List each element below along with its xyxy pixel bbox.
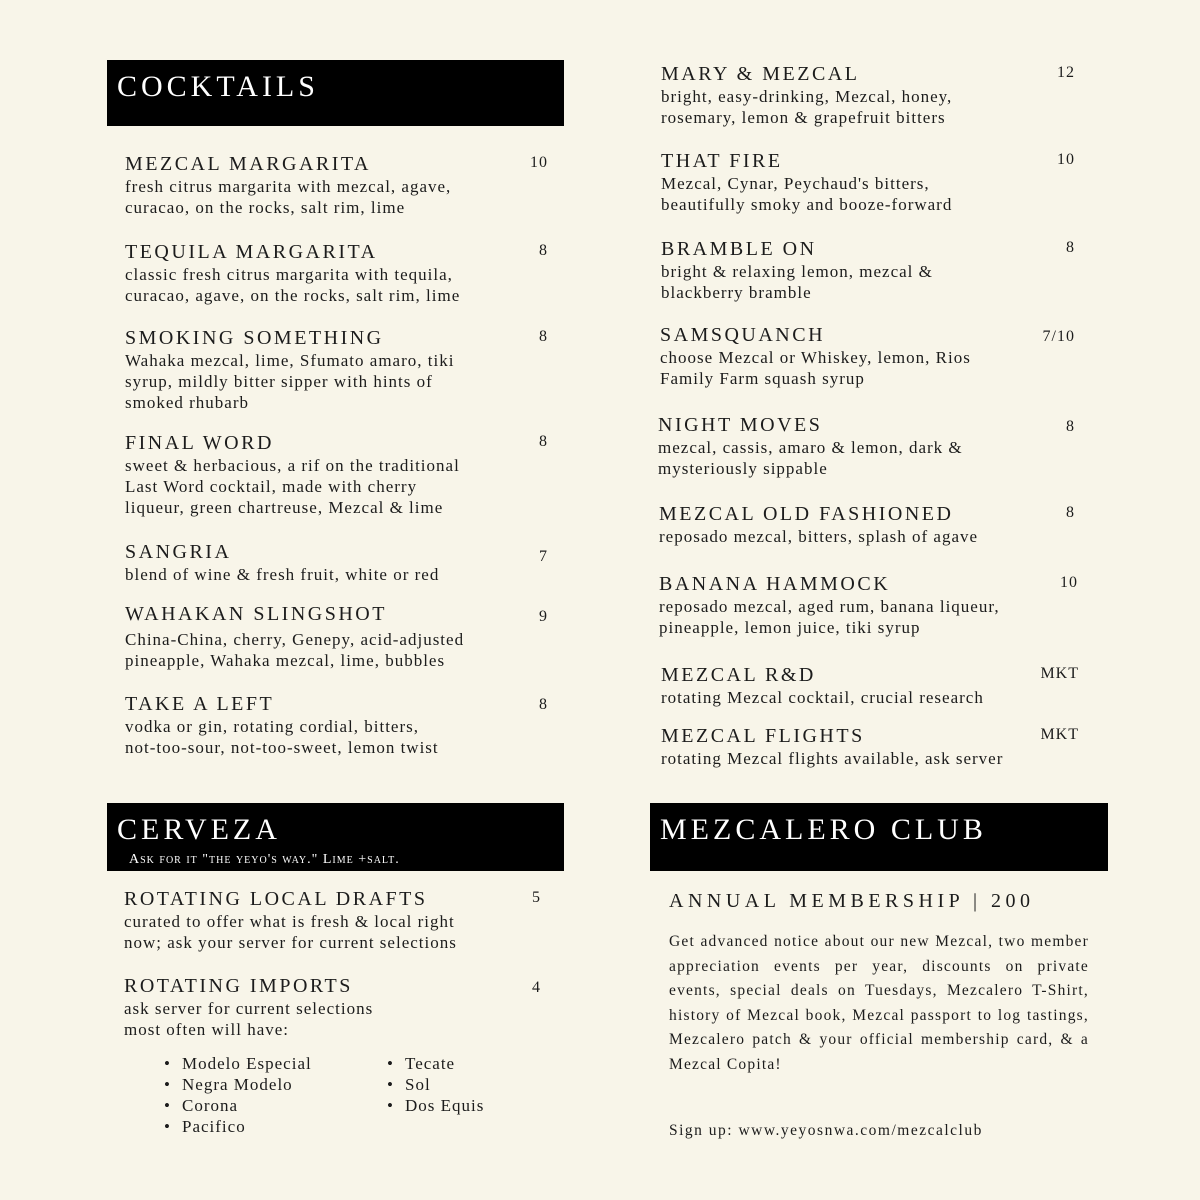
item-name: MARY & MEZCAL — [661, 63, 860, 85]
item-name: NIGHT MOVES — [658, 414, 823, 436]
item-price: 10 — [1057, 151, 1075, 168]
menu-item — [661, 724, 1079, 769]
item-desc: ask server for current selections — [124, 999, 374, 1018]
item-name: ROTATING IMPORTS — [124, 975, 353, 997]
item-desc: reposado mezcal, aged rum, banana liqueur, — [659, 597, 1000, 616]
list-item: • Tecate — [385, 1053, 484, 1074]
item-name: SANGRIA — [125, 541, 232, 563]
item-price: 12 — [1057, 64, 1075, 81]
club-header — [650, 803, 1108, 871]
item-desc: mezcal, cassis, amaro & lemon, dark & — [658, 438, 963, 457]
item-desc: bright, easy-drinking, Mezcal, honey, — [661, 87, 953, 106]
item-desc: Last Word cocktail, made with cherry — [125, 477, 418, 496]
item-desc: rotating Mezcal flights available, ask server — [661, 749, 1004, 768]
cerveza-subtitle: Ask for it "the yeyo's way." Lime +salt. — [129, 852, 400, 867]
item-desc: bright & relaxing lemon, mezcal & — [661, 262, 933, 281]
menu-item — [659, 572, 1078, 638]
menu-item — [661, 237, 1075, 303]
item-name: BANANA HAMMOCK — [659, 573, 891, 595]
item-desc: China-China, cherry, Genepy, acid-adjusted — [125, 630, 465, 649]
item-desc: curated to offer what is fresh & local right — [124, 912, 455, 931]
item-desc: blend of wine & fresh fruit, white or red — [125, 565, 440, 584]
menu-item — [125, 602, 548, 671]
item-desc: most often will have: — [124, 1020, 290, 1039]
item-price: MKT — [1040, 665, 1079, 682]
item-desc: Family Farm squash syrup — [660, 369, 865, 388]
item-name: MEZCAL R&D — [661, 664, 816, 686]
item-name: MEZCAL OLD FASHIONED — [659, 503, 954, 525]
item-desc: curacao, agave, on the rocks, salt rim, lime — [125, 286, 461, 305]
cocktails-header — [107, 60, 564, 126]
item-desc: beautifully smoky and booze-forward — [661, 195, 953, 214]
menu-item — [124, 887, 541, 953]
item-name: FINAL WORD — [125, 432, 274, 454]
menu-item — [125, 692, 548, 758]
item-price: 8 — [1066, 418, 1075, 435]
menu-item — [125, 326, 548, 413]
menu-item — [658, 413, 1075, 479]
imports-list-2 — [385, 1053, 484, 1116]
list-item: • Pacifico — [162, 1116, 312, 1137]
item-price: 8 — [539, 328, 548, 345]
menu-item — [124, 974, 541, 1040]
item-desc: vodka or gin, rotating cordial, bitters, — [125, 717, 419, 736]
club-title: MEZCALERO CLUB — [660, 813, 987, 846]
item-name: SAMSQUANCH — [660, 324, 826, 346]
item-desc: not-too-sour, not-too-sweet, lemon twist — [125, 738, 439, 757]
item-desc: pineapple, Wahaka mezcal, lime, bubbles — [125, 651, 446, 670]
item-name: SMOKING SOMETHING — [125, 327, 384, 349]
item-name: BRAMBLE ON — [661, 238, 817, 260]
item-desc: syrup, mildly bitter sipper with hints of — [125, 372, 433, 391]
item-desc: liqueur, green chartreuse, Mezcal & lime — [125, 498, 444, 517]
menu-item — [125, 540, 548, 585]
cocktails-title: COCKTAILS — [117, 70, 319, 103]
menu-item — [661, 663, 1079, 708]
item-desc: curacao, on the rocks, salt rim, lime — [125, 198, 406, 217]
item-desc: smoked rhubarb — [125, 393, 250, 412]
menu-item — [661, 62, 1075, 128]
item-desc: mysteriously sippable — [658, 459, 828, 478]
item-name: MEZCAL MARGARITA — [125, 153, 371, 175]
signup-link[interactable]: Sign up: www.yeyosnwa.com/mezcalclub — [669, 1122, 983, 1139]
membership-description: Get advanced notice about our new Mezcal, two member appreciation events per year, discounts on private events, special deals on Tuesdays, Mezcalero T-Shirt, history of Mezcal book, Mezcal passport to log tastings, Mezcalero patch & your official membership card, & a Mezcal Copita! — [669, 933, 1089, 1073]
item-price: 5 — [532, 889, 541, 906]
membership-title: ANNUAL MEMBERSHIP | 200 — [669, 890, 1035, 912]
item-price: 9 — [539, 608, 548, 625]
item-price: 7/10 — [1042, 328, 1075, 345]
menu-item — [659, 502, 1075, 547]
item-name: TAKE A LEFT — [125, 693, 275, 715]
imports-list-1 — [162, 1053, 312, 1137]
item-desc: classic fresh citrus margarita with tequila, — [125, 265, 453, 284]
item-desc: Mezcal, Cynar, Peychaud's bitters, — [661, 174, 930, 193]
item-price: 8 — [539, 242, 548, 259]
item-name: THAT FIRE — [661, 150, 783, 172]
item-desc: Wahaka mezcal, lime, Sfumato amaro, tiki — [125, 351, 455, 370]
menu-item — [125, 431, 548, 518]
item-price: 8 — [539, 696, 548, 713]
item-price: 10 — [1060, 574, 1078, 591]
menu-item — [125, 152, 548, 218]
item-desc: rotating Mezcal cocktail, crucial research — [661, 688, 984, 707]
item-price: 8 — [1066, 239, 1075, 256]
cerveza-title: CERVEZA — [117, 813, 281, 846]
item-price: 8 — [539, 433, 548, 450]
menu-item — [661, 149, 1075, 215]
item-price: 7 — [539, 548, 548, 565]
item-desc: now; ask your server for current selections — [124, 933, 457, 952]
item-desc: choose Mezcal or Whiskey, lemon, Rios — [660, 348, 971, 367]
list-item: • Corona — [162, 1095, 312, 1116]
item-price: 4 — [532, 979, 541, 996]
item-desc: blackberry bramble — [661, 283, 812, 302]
list-item: • Negra Modelo — [162, 1074, 312, 1095]
item-name: TEQUILA MARGARITA — [125, 241, 378, 263]
item-name: ROTATING LOCAL DRAFTS — [124, 888, 428, 910]
item-name: MEZCAL FLIGHTS — [661, 725, 865, 747]
menu-item — [125, 240, 548, 306]
item-desc: rosemary, lemon & grapefruit bitters — [661, 108, 946, 127]
menu-item — [660, 323, 1075, 389]
list-item: • Sol — [385, 1074, 484, 1095]
list-item: • Dos Equis — [385, 1095, 484, 1116]
item-price: 8 — [1066, 504, 1075, 521]
item-desc: fresh citrus margarita with mezcal, agave, — [125, 177, 452, 196]
item-desc: reposado mezcal, bitters, splash of agave — [659, 527, 979, 546]
item-name: WAHAKAN SLINGSHOT — [125, 603, 387, 625]
item-price: MKT — [1040, 726, 1079, 743]
item-desc: pineapple, lemon juice, tiki syrup — [659, 618, 921, 637]
list-item: • Modelo Especial — [162, 1053, 312, 1074]
item-price: 10 — [530, 154, 548, 171]
item-desc: sweet & herbacious, a rif on the traditional — [125, 456, 460, 475]
cerveza-header — [107, 803, 564, 871]
